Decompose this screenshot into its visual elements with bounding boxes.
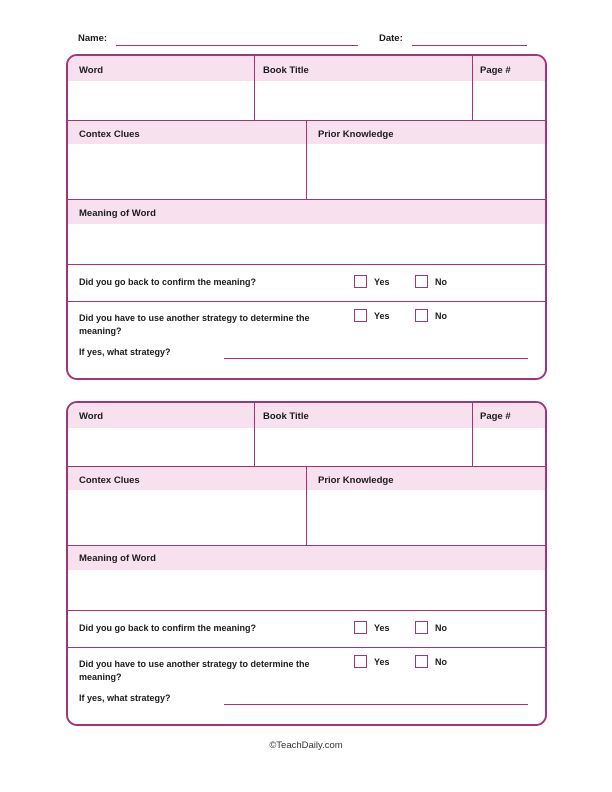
page-number-label: Page # (480, 65, 511, 76)
confirm-question: Did you go back to confirm the meaning? (79, 623, 257, 633)
no-label: No (435, 311, 447, 321)
strategy-question: Did you have to use another strategy to determine the meaning? (79, 313, 310, 336)
yes-label: Yes (374, 657, 390, 667)
strategy-yes-checkbox[interactable] (354, 309, 367, 322)
divider (306, 121, 307, 199)
confirm-yes-checkbox[interactable] (354, 275, 367, 288)
word-label: Word (79, 65, 104, 76)
no-label: No (435, 657, 447, 667)
confirm-no-checkbox[interactable] (415, 275, 428, 288)
yes-label: Yes (374, 311, 390, 321)
strategy-no-checkbox[interactable] (415, 655, 428, 668)
copyright-footer: ©TeachDaily.com (269, 740, 343, 751)
confirm-question: Did you go back to confirm the meaning? (79, 277, 257, 287)
confirm-yes-checkbox[interactable] (354, 621, 367, 634)
vocab-card-1 (66, 54, 547, 380)
meaning-label: Meaning of Word (79, 208, 156, 219)
yes-label: Yes (374, 623, 390, 633)
name-label: Name: (78, 33, 108, 44)
date-label: Date: (379, 33, 403, 44)
strategy-yes-checkbox[interactable] (354, 655, 367, 668)
context-clues-label: Contex Clues (79, 475, 140, 486)
divider (254, 403, 255, 466)
divider (68, 647, 545, 648)
no-label: No (435, 277, 447, 287)
name-field[interactable] (116, 45, 358, 46)
which-strategy-question: If yes, what strategy? (79, 347, 171, 357)
yes-label: Yes (374, 277, 390, 287)
divider (254, 56, 255, 120)
divider (68, 301, 545, 302)
divider (472, 56, 473, 120)
divider (68, 610, 545, 611)
book-title-label: Book Title (263, 65, 309, 76)
prior-knowledge-label: Prior Knowledge (318, 475, 394, 486)
strategy-answer-line[interactable] (224, 358, 528, 359)
strategy-question: Did you have to use another strategy to determine the meaning? (79, 659, 310, 682)
date-field[interactable] (412, 45, 527, 46)
confirm-no-checkbox[interactable] (415, 621, 428, 634)
word-label: Word (79, 411, 104, 422)
page-number-label: Page # (480, 411, 511, 422)
meaning-label: Meaning of Word (79, 553, 156, 564)
no-label: No (435, 623, 447, 633)
book-title-label: Book Title (263, 411, 309, 422)
vocab-card-2 (66, 401, 547, 726)
divider (472, 403, 473, 466)
divider (68, 264, 545, 265)
which-strategy-question: If yes, what strategy? (79, 693, 171, 703)
strategy-answer-line[interactable] (224, 704, 528, 705)
divider (306, 467, 307, 545)
prior-knowledge-label: Prior Knowledge (318, 129, 394, 140)
context-clues-label: Contex Clues (79, 129, 140, 140)
strategy-no-checkbox[interactable] (415, 309, 428, 322)
